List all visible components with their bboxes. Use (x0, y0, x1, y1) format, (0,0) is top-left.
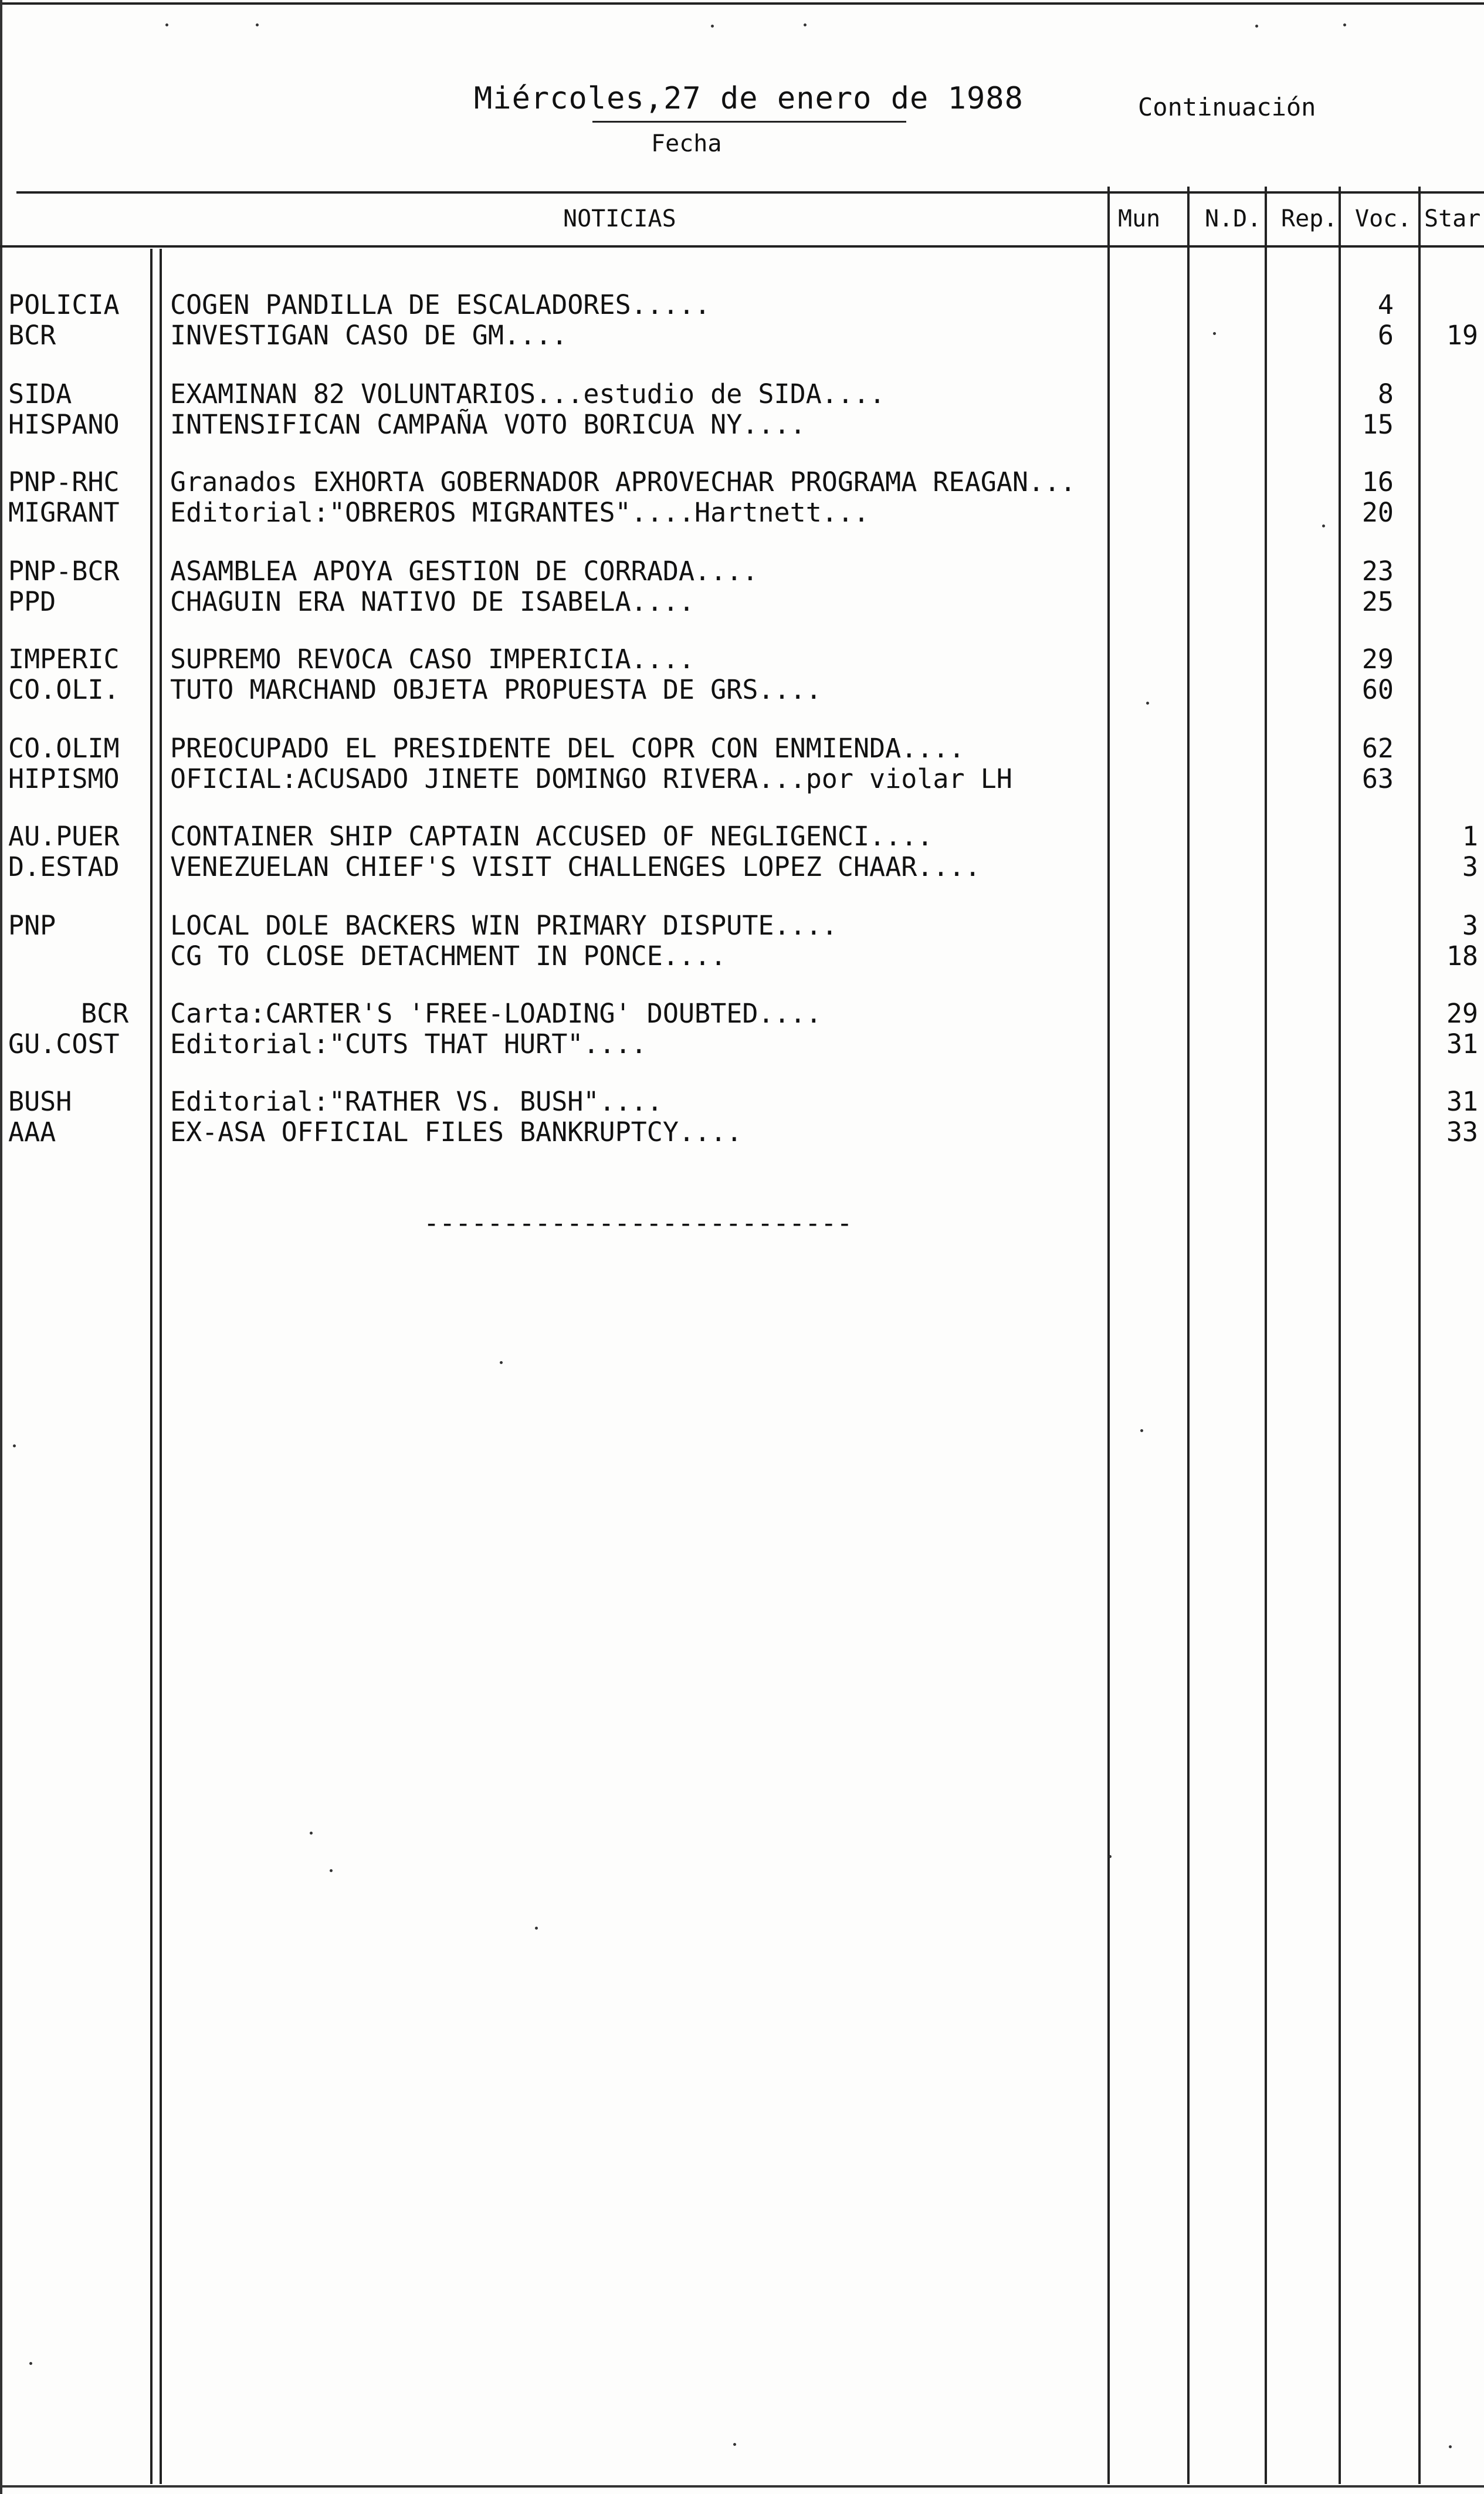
column-divider-noticias (1107, 187, 1110, 2484)
scan-speck (1322, 524, 1325, 527)
row-voc-page: 15 (1361, 409, 1394, 440)
row-headline: CHAGUIN ERA NATIVO DE ISABELA.... (170, 586, 695, 617)
row-section-code: PNP-BCR (8, 556, 120, 587)
column-divider-code-inner (160, 249, 162, 2484)
row-star-page: 29 (1446, 998, 1478, 1029)
scan-speck (13, 1444, 16, 1447)
row-headline: Editorial:"OBREROS MIGRANTES"....Hartnett... (170, 497, 870, 528)
scan-speck (1343, 23, 1346, 26)
scan-speck (1146, 702, 1149, 705)
row-voc-page: 25 (1361, 586, 1394, 617)
row-voc-page: 60 (1361, 674, 1394, 705)
row-section-code: AAA (8, 1116, 56, 1148)
row-section-code: SIDA (8, 378, 72, 410)
row-section-code: MIGRANT (8, 497, 120, 528)
date-underline (592, 121, 906, 123)
column-divider-code (150, 249, 153, 2484)
row-star-page: 3 (1462, 910, 1478, 941)
row-headline: INTENSIFICAN CAMPAÑA VOTO BORICUA NY.... (170, 409, 806, 440)
row-section-code: BCR (8, 320, 56, 351)
row-headline: CG TO CLOSE DETACHMENT IN PONCE.... (170, 940, 727, 972)
scan-speck (256, 23, 259, 26)
scan-speck (1109, 1855, 1112, 1858)
row-headline: EXAMINAN 82 VOLUNTARIOS...estudio de SIDA.... (170, 378, 886, 410)
page-bottom-edge (0, 2485, 1484, 2488)
row-voc-page: 62 (1361, 733, 1394, 764)
column-header-rep: Rep. (1281, 205, 1338, 232)
table-top-rule (16, 191, 1484, 194)
row-voc-page: 29 (1361, 644, 1394, 675)
scan-speck (1140, 1429, 1143, 1432)
row-headline: SUPREMO REVOCA CASO IMPERICIA.... (170, 644, 695, 675)
row-star-page: 18 (1446, 940, 1478, 972)
row-section-code: HISPANO (8, 409, 120, 440)
row-section-code: D.ESTAD (8, 851, 120, 882)
page-top-edge (0, 2, 1484, 5)
scan-speck (711, 25, 714, 28)
scan-speck (1255, 25, 1258, 28)
row-voc-page: 63 (1361, 763, 1394, 794)
row-section-code: BUSH (8, 1086, 72, 1117)
row-voc-page: 8 (1377, 378, 1394, 410)
scan-speck (310, 1832, 313, 1835)
row-headline: PREOCUPADO EL PRESIDENTE DEL COPR CON ENMIENDA.... (170, 733, 965, 764)
row-headline: EX-ASA OFFICIAL FILES BANKRUPTCY.... (170, 1116, 743, 1148)
date-label: Fecha (651, 130, 722, 157)
column-divider-voc (1418, 187, 1421, 2484)
row-section-code: POLICIA (8, 289, 120, 320)
row-voc-page: 20 (1361, 497, 1394, 528)
row-headline: CONTAINER SHIP CAPTAIN ACCUSED OF NEGLIGENCI.... (170, 821, 933, 852)
column-header-star: Star (1424, 205, 1481, 232)
table-header-rule (0, 245, 1484, 248)
column-header-voc: Voc. (1355, 205, 1412, 232)
end-of-list-divider: --------------------------- (423, 1207, 853, 1238)
row-voc-page: 4 (1377, 289, 1394, 320)
row-star-page: 31 (1446, 1086, 1478, 1117)
row-star-page: 3 (1462, 851, 1478, 882)
row-section-code: CO.OLI. (8, 674, 120, 705)
row-headline: INVESTIGAN CASO DE GM.... (170, 320, 568, 351)
scan-speck (165, 23, 168, 26)
row-voc-page: 23 (1361, 556, 1394, 587)
row-section-code: HIPISMO (8, 763, 120, 794)
row-headline: Editorial:"CUTS THAT HURT".... (170, 1028, 647, 1060)
scan-speck (1449, 2445, 1452, 2448)
column-divider-rep (1339, 187, 1341, 2484)
scan-speck (330, 1869, 333, 1872)
scan-speck (1213, 332, 1216, 335)
row-star-page: 33 (1446, 1116, 1478, 1148)
row-section-code: CO.OLIM (8, 733, 120, 764)
row-section-code: PNP (8, 910, 56, 941)
row-star-page: 31 (1446, 1028, 1478, 1060)
scan-speck (500, 1361, 503, 1364)
document-date: Miércoles,27 de enero de 1988 (474, 81, 1024, 116)
column-divider-mun (1187, 187, 1190, 2484)
row-headline: Editorial:"RATHER VS. BUSH".... (170, 1086, 663, 1117)
row-voc-page: 16 (1361, 466, 1394, 498)
row-headline: Granados EXHORTA GOBERNADOR APROVECHAR PROGRAMA REAGAN... (170, 466, 1076, 498)
column-divider-nd (1265, 187, 1267, 2484)
row-section-code: PPD (8, 586, 56, 617)
row-headline: OFICIAL:ACUSADO JINETE DOMINGO RIVERA...por violar LH (170, 763, 1012, 794)
row-headline: Carta:CARTER'S 'FREE-LOADING' DOUBTED.... (170, 998, 822, 1029)
row-section-code: BCR (81, 998, 129, 1029)
row-headline: COGEN PANDILLA DE ESCALADORES..... (170, 289, 711, 320)
row-headline: ASAMBLEA APOYA GESTION DE CORRADA.... (170, 556, 758, 587)
column-header-mun: Mun (1118, 205, 1161, 232)
row-section-code: GU.COST (8, 1028, 120, 1060)
row-headline: LOCAL DOLE BACKERS WIN PRIMARY DISPUTE.... (170, 910, 838, 941)
row-headline: TUTO MARCHAND OBJETA PROPUESTA DE GRS.... (170, 674, 822, 705)
row-voc-page: 6 (1377, 320, 1394, 351)
page-left-edge (0, 0, 2, 2494)
scan-speck (535, 1927, 538, 1930)
scan-speck (733, 2443, 736, 2446)
row-section-code: AU.PUER (8, 821, 120, 852)
row-star-page: 19 (1446, 320, 1478, 351)
row-section-code: IMPERIC (8, 644, 120, 675)
scan-speck (804, 23, 807, 26)
continuation-label: Continuación (1138, 93, 1316, 121)
row-headline: VENEZUELAN CHIEF'S VISIT CHALLENGES LOPEZ CHAAR.... (170, 851, 981, 882)
column-header-noticias: NOTICIAS (563, 205, 676, 232)
scan-speck (29, 2362, 32, 2365)
column-header-nd: N.D. (1205, 205, 1262, 232)
row-star-page: 1 (1462, 821, 1478, 852)
row-section-code: PNP-RHC (8, 466, 120, 498)
